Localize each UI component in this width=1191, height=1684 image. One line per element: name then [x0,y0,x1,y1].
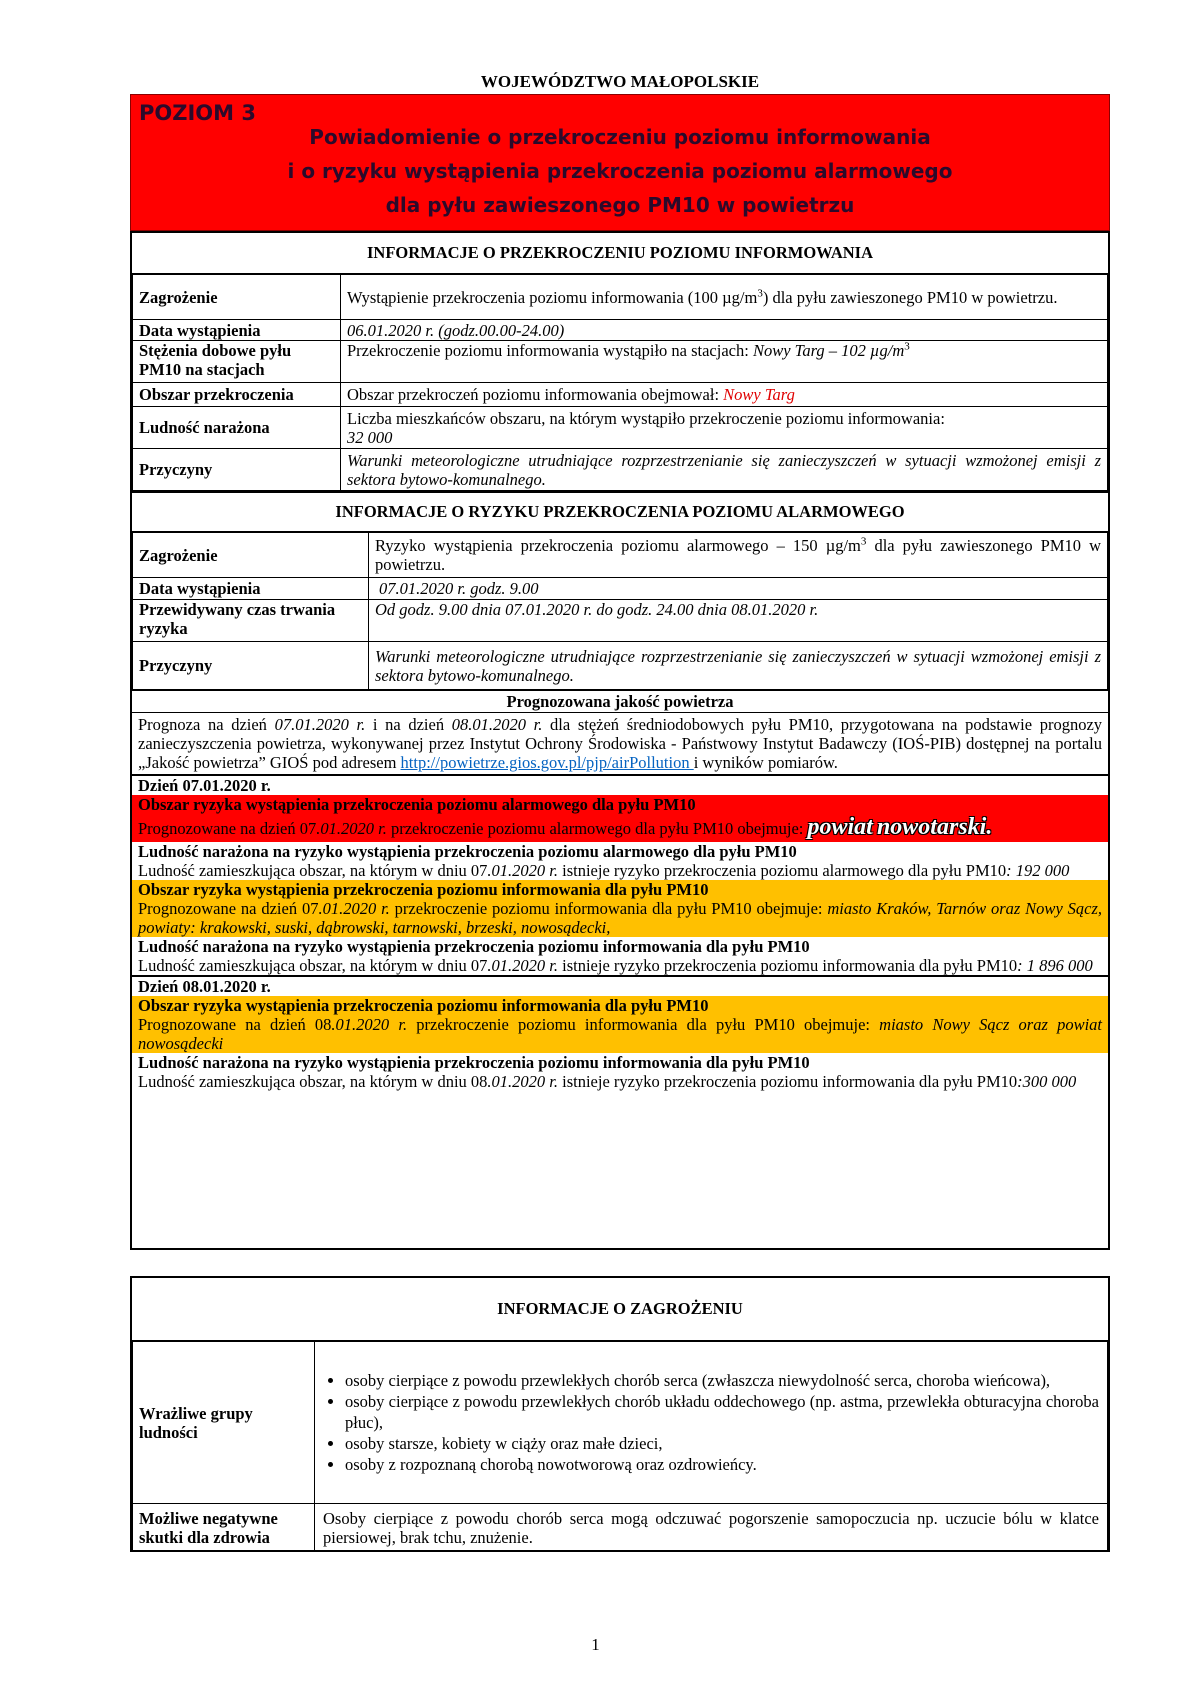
row-value: Wystąpienie przekroczenia poziomu informowania (100 $\mu g/m^3$) dla pyłu zawieszonego PM10 w powietrzu. [341,275,1108,320]
banner-line-1: Powiadomienie o przekroczeniu poziomu informowania [309,125,931,149]
table-row [133,1342,1108,1504]
table-row [133,407,1108,449]
list-item: • osoby starsze, kobiety w ciąży oraz małe dzieci, [345,1433,1099,1454]
row-label: Data wystąpienia [133,578,369,600]
list-item: • osoby cierpiące z powodu przewlekłych chorób układu oddechowego (np. astma, przewlekła obturacyjna choroba płuc), [345,1391,1099,1433]
day1-section [132,774,1108,975]
row-label: Przewidywany czas trwania ryzyka [133,600,369,642]
day1-title: Dzień 07.01.2020 r. [138,776,271,795]
row-label: Data wystąpienia [133,320,341,341]
table-row [133,600,1108,642]
table-row [133,533,1108,578]
row-value: Od godz. 9.00 dnia 07.01.2020 r. do godz. 24.00 dnia 08.01.2020 r. [369,600,1108,642]
table-row [133,383,1108,407]
list-item: • osoby z rozpoznaną chorobą nowotworową oraz ozdrowieńcy. [345,1454,1099,1475]
row-value: 07.01.2020 r. godz. 9.00 [369,578,1108,600]
inform-area-text: Prognozowane na dzień 08.01.2020 r. przekroczenie poziomu informowania dla pyłu PM10 obejmuje: miasto Nowy Sącz oraz powiat nowosądecki [138,1015,1102,1053]
info-table [132,274,1108,491]
list-item: • osoby cierpiące z powodu przewlekłych chorób serca (zwłaszcza niewydolność serca, choroba wieńcowa), [345,1370,1099,1391]
inform-area-block [132,996,1108,1053]
banner-line-2: i o ryzyku wystąpienia przekroczenia poziomu alarmowego [287,159,953,183]
inform-population-title: Ludność narażona na ryzyko wystąpienia przekroczenia poziomu informowania dla pyłu PM10 [138,1053,810,1072]
row-value: 06.01.2020 r. (godz.00.00-24.00) [341,320,1108,341]
row-label: Zagrożenie [133,533,369,578]
inform-area-text: Prognozowane na dzień 07.01.2020 r. przekroczenie poziomu informowania dla pyłu PM10 obejmuje: miasto Kraków, Tarnów oraz Nowy Sącz, powiaty: krakowski, suski, dąbrowski, tarnowski, brzeski, nowosądecki, [138,899,1102,937]
table-row [133,341,1108,383]
threat-header: INFORMACJE O ZAGROŻENIU [132,1278,1108,1341]
forecast-text: Prognoza na dzień 07.01.2020 r. i na dzień 08.01.2020 r. dla stężeń średniodobowych pyłu PM10, przygotowana na podstawie prognozy zanieczyszczenia powietrza, wykonywanej przez Instytut Ochrony Środowiska - Państwowy Instytut Badawczy (IOŚ-PIB) dostępnej na portalu „Jakość powietrza” GIOŚ pod adresem http://powietrze.gios.gov.pl/pjp/airPollution i wyników pomiarów. [138,715,1103,772]
table-row [133,449,1108,491]
banner-line-3: dla pyłu zawieszonego PM10 w powietrzu [385,193,855,217]
alarm-area-text: Prognozowane na dzień 07.01.2020 r. przekroczenie poziomu alarmowego dla pyłu PM10 obejmuje: powiat nowotarski. [138,814,993,840]
row-label: Zagrożenie [133,275,341,320]
forecast-header: Prognozowana jakość powietrza [132,690,1108,713]
portal-link[interactable]: http://powietrze.gios.gov.pl/pjp/airPollution [400,753,694,772]
inform-area-title: Obszar ryzyka wystąpienia przekroczenia poziomu informowania dla pyłu PM10 [138,996,709,1015]
inform-area-title: Obszar ryzyka wystąpienia przekroczenia poziomu informowania dla pyłu PM10 [138,880,709,899]
row-value: Przekroczenie poziomu informowania wystąpiło na stacjach: Nowy Targ – 102 $\mu g/m^3$ [341,341,1108,383]
alarm-district: powiat [807,814,873,840]
alarm-area-block [132,795,1108,842]
table-row [133,275,1108,320]
threat-box [130,1276,1110,1552]
row-label: Ludność narażona [133,407,341,449]
sensitive-groups-label: Wrażliwe grupy ludności [133,1342,315,1504]
row-label: Przyczyny [133,642,369,690]
table-row [133,320,1108,341]
row-value: Liczba mieszkańców obszaru, na którym wystąpiło przekroczenie poziomu informowania: 32 000 [341,407,1108,449]
risk-section-header: INFORMACJE O RYZYKU PRZEKROCZENIA POZIOMU ALARMOWEGO [132,491,1108,532]
level-label: POZIOM 3 [139,101,256,125]
level-banner [130,94,1110,231]
alarm-population-title: Ludność narażona na ryzyko wystąpienia przekroczenia poziomu alarmowego dla pyłu PM10 [138,842,797,861]
health-effects-label: Możliwe negatywne skutki dla zdrowia [133,1504,315,1552]
inform-area-block [132,880,1108,937]
row-value: Obszar przekroczeń poziomu informowania obejmował: Nowy Targ [341,383,1108,407]
alarm-area-title: Obszar ryzyka wystąpienia przekroczenia poziomu alarmowego dla pyłu PM10 [138,795,696,814]
page-number: 1 [591,1635,600,1654]
row-label: Stężenia dobowe pyłu PM10 na stacjach [133,341,341,383]
row-label: Obszar przekroczenia [133,383,341,407]
alarm-population-text: Ludność zamieszkująca obszar, na którym w dniu 07.01.2020 r. istnieje ryzyko przekroczenia poziomu alarmowego dla pyłu PM10: 192 000 [138,861,1070,880]
affected-area: Nowy Targ [723,385,795,404]
region-title: WOJEWÓDZTWO MAŁOPOLSKIE [480,72,760,91]
threat-table [132,1341,1108,1552]
sensitive-groups-list [315,1342,1108,1504]
row-value: Ryzyko wystąpienia przekroczenia poziomu alarmowego – 150 $\mu g/m^3$ dla pyłu zawieszonego PM10 w powietrzu. [369,533,1108,578]
table-row [133,578,1108,600]
risk-table [132,532,1108,690]
inform-population-text: Ludność zamieszkująca obszar, na którym w dniu 08.01.2020 r. istnieje ryzyko przekroczenia poziomu informowania dla pyłu PM10:300 000 [138,1072,1077,1091]
day2-section [132,975,1108,1091]
row-value: Warunki meteorologiczne utrudniające rozprzestrzenianie się zanieczyszczeń w sytuacji wzmożonej emisji z sektora bytowo-komunalnego. [369,642,1108,690]
row-value: Warunki meteorologiczne utrudniające rozprzestrzenianie się zanieczyszczeń w sytuacji wzmożonej emisji z sektora bytowo-komunalnego. [341,449,1108,491]
table-row [133,642,1108,690]
inform-population-title: Ludność narażona na ryzyko wystąpienia przekroczenia poziomu informowania dla pyłu PM10 [138,937,810,956]
table-row [133,1504,1108,1552]
day2-title: Dzień 08.01.2020 r. [138,977,271,996]
row-label: Przyczyny [133,449,341,491]
inform-population-text: Ludność zamieszkująca obszar, na którym w dniu 07.01.2020 r. istnieje ryzyko przekroczenia poziomu informowania dla pyłu PM10: 1 896 000 [138,956,1093,975]
health-effects-text: Osoby cierpiące z powodu chorób serca mogą odczuwać pogorszenie samopoczucia np. uczucie bólu w klatce piersiowej, brak tchu, znużenie. [315,1504,1108,1552]
info-section-header: INFORMACJE O PRZEKROCZENIU POZIOMU INFORMOWANIA [132,233,1108,274]
main-info-box [130,231,1110,1250]
